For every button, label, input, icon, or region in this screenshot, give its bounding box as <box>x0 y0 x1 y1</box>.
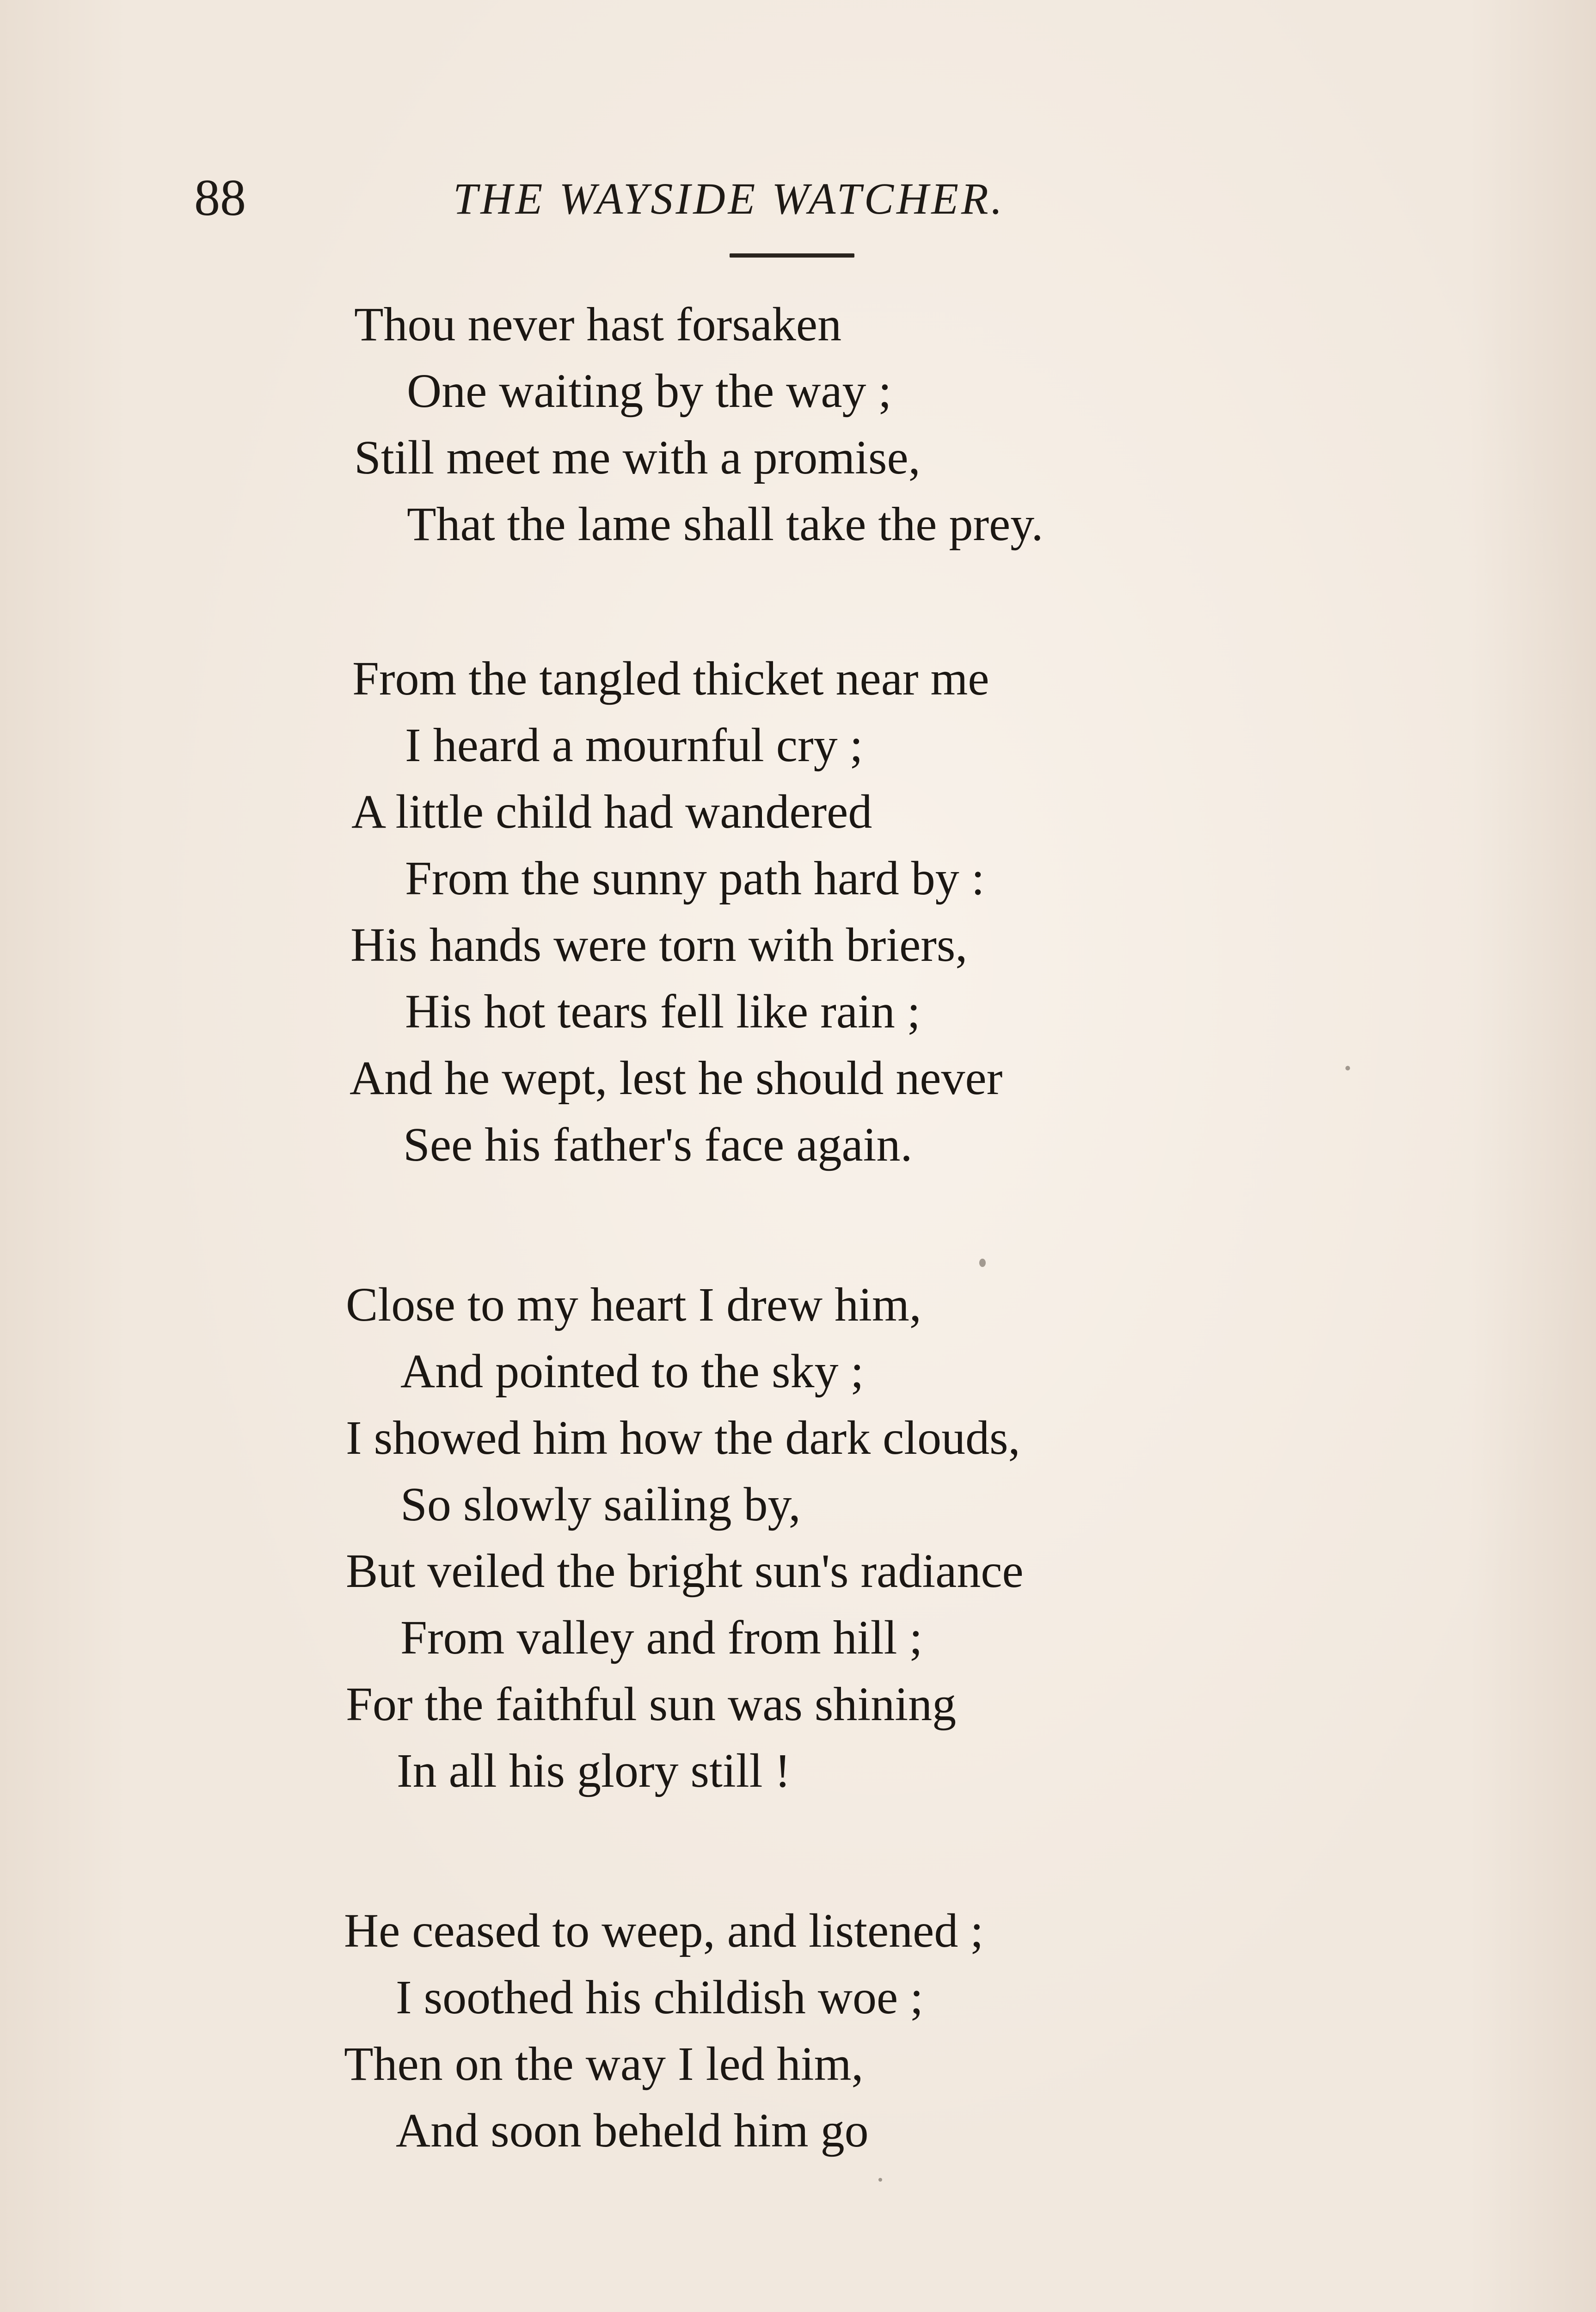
poem-line: From the tangled thicket near me <box>352 652 989 705</box>
poem-line: And pointed to the sky ; <box>400 1345 864 1398</box>
poem-line: I showed him how the dark clouds, <box>346 1411 1020 1464</box>
poem-line: I heard a mournful cry ; <box>405 719 863 772</box>
poem-line: So slowly sailing by, <box>400 1478 801 1531</box>
poem-line: His hot tears fell like rain ; <box>405 985 921 1038</box>
poem-line: From valley and from hill ; <box>400 1611 923 1664</box>
running-title: THE WAYSIDE WATCHER. <box>453 174 1005 223</box>
poem-line: And he wept, lest he should never <box>350 1051 1003 1105</box>
poem-line: But veiled the bright sun's radiance <box>346 1544 1024 1598</box>
poem-line: He ceased to weep, and listened ; <box>344 1904 984 1957</box>
title-rule <box>730 253 854 258</box>
paper-speck <box>1345 1066 1350 1070</box>
poem-line: That the lame shall take the prey. <box>407 498 1044 551</box>
poem-line: I soothed his childish woe ; <box>396 1971 924 2024</box>
page-number: 88 <box>194 169 246 227</box>
poem-line: Then on the way I led him, <box>344 2037 864 2091</box>
poem-line: From the sunny path hard by : <box>405 852 985 905</box>
poem-line: And soon beheld him go <box>396 2104 869 2157</box>
poem-line: Close to my heart I drew him, <box>346 1278 921 1331</box>
poem-line: See his father's face again. <box>403 1118 913 1171</box>
poem-line: His hands were torn with briers, <box>350 918 968 972</box>
poem-line: A little child had wandered <box>351 785 872 838</box>
poem-line: In all his glory still ! <box>397 1744 791 1797</box>
poem-line: Thou never hast forsaken <box>354 298 842 351</box>
poem-line: One waiting by the way ; <box>407 364 892 418</box>
paper-speck <box>878 2178 882 2182</box>
poem-line: Still meet me with a promise, <box>354 431 921 484</box>
poem-line: For the faithful sun was shining <box>346 1678 957 1731</box>
paper-speck <box>979 1259 986 1267</box>
